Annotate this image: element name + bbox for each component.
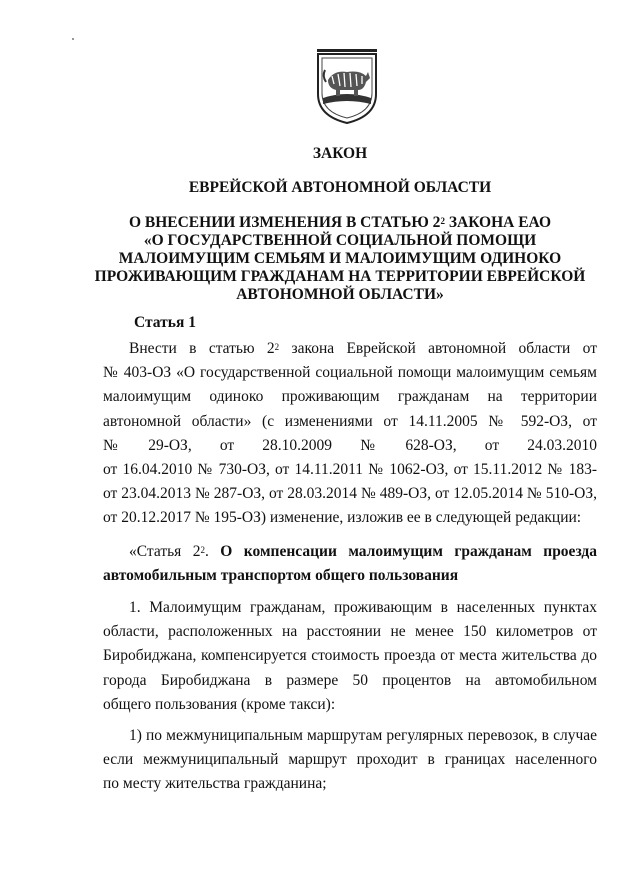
scan-speck bbox=[72, 38, 74, 40]
subpoint1-line-3: по месту жительства гражданина; bbox=[103, 775, 327, 793]
subject-line-3: МАЛОИМУЩИМ СЕМЬЯМ И МАЛОИМУЩИМ ОДИНОКО bbox=[118, 250, 562, 267]
paragraph1-line-4: автономной области» (с изменениями от 14.11.2005 № 592-ОЗ, от bbox=[103, 412, 597, 430]
coat-of-arms-emblem bbox=[314, 46, 380, 126]
point1-line-1: 1. Малоимущим гражданам, проживающим в населенных пунктах bbox=[129, 599, 597, 616]
region-title: ЕВРЕЙСКОЙ АВТОНОМНОЙ ОБЛАСТИ bbox=[188, 179, 492, 196]
subject-line-1: О ВНЕСЕНИИ ИЗМЕНЕНИЯ В СТАТЬЮ $2^2$ ЗАКОНА ЕАО bbox=[128, 214, 552, 231]
paragraph1-line-6: от 16.04.2010 № 730-ОЗ, от 14.11.2011 № 1062-ОЗ, от 15.11.2012 № 183- bbox=[103, 461, 597, 478]
subpoint1-line-2: если межмуниципальный маршрут проходит в границах населенного bbox=[103, 751, 597, 769]
subpoint1-line-1: 1) по межмуниципальным маршрутам регулярных перевозок, в случае bbox=[129, 727, 597, 744]
subject-line-2: «О ГОСУДАРСТВЕННОЙ СОЦИАЛЬНОЙ ПОМОЩИ bbox=[143, 232, 537, 249]
point1-line-5: общего пользования (кроме такси): bbox=[103, 695, 336, 713]
subject-line-4: ПРОЖИВАЮЩИМ ГРАЖДАНАМ НА ТЕРРИТОРИИ ЕВРЕЙСКОЙ bbox=[94, 268, 586, 285]
point1-line-2: области, расположенных на расстоянии не менее 150 километров от bbox=[103, 623, 597, 641]
point1-line-4: города Биробиджана в размере 50 процентов на автомобильном bbox=[103, 671, 597, 689]
paragraph1-line-3: малоимущим одиноко проживающим гражданам на территории bbox=[103, 388, 597, 406]
subject-line-5: АВТОНОМНОЙ ОБЛАСТИ» bbox=[236, 286, 444, 303]
paragraph1-line-7: от 23.04.2013 № 287-ОЗ, от 28.03.2014 № 489-ОЗ, от 12.05.2014 № 510-ОЗ, bbox=[103, 485, 597, 503]
new-article-title-line-1: «Статья $2^2$. О компенсации малоимущим гражданам проезда bbox=[129, 543, 597, 560]
paragraph1-line-1: Внести в статью $2^2$ закона Еврейской автономной области от bbox=[129, 340, 597, 357]
law-title: ЗАКОН bbox=[312, 145, 368, 162]
article-heading: Статья 1 bbox=[134, 314, 196, 331]
paragraph1-line-8: от 20.12.2017 № 195-ОЗ) изменение, изложив ее в следующей редакции: bbox=[103, 509, 582, 527]
point1-line-3: Биробиджана, компенсируется стоимость проезда от места жительства до bbox=[103, 647, 597, 665]
paragraph1-line-2: № 403-ОЗ «О государственной социальной помощи малоимущим семьям bbox=[103, 364, 597, 382]
paragraph1-line-5: № 29-ОЗ, от 28.10.2009 № 628-ОЗ, от 24.03.2010 bbox=[103, 436, 597, 454]
new-article-title-line-2: автомобильным транспортом общего пользования bbox=[103, 567, 459, 585]
